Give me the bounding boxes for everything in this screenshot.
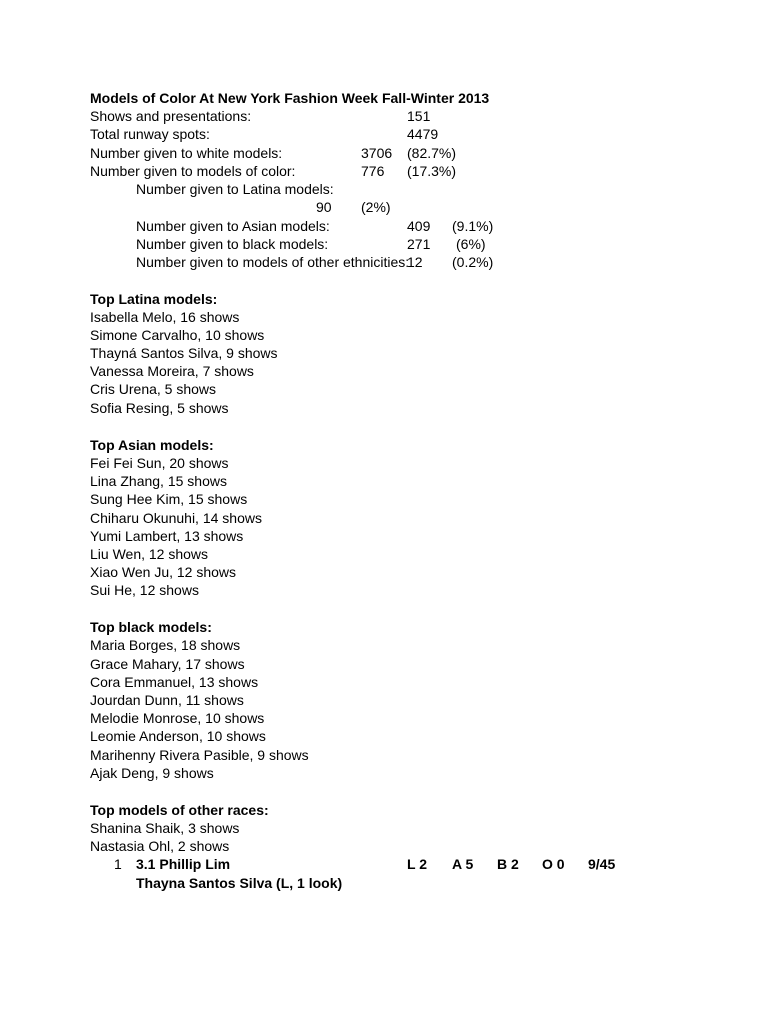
document-title: Models of Color At New York Fashion Week Fall-Winter 2013: [90, 90, 490, 106]
black-value: 271: [407, 236, 431, 252]
other-pct: (0.2%): [452, 254, 494, 270]
shows-label: Shows and presentations:: [90, 108, 252, 124]
list-item: Sui He, 12 shows: [90, 582, 199, 598]
latina-pct: (2%): [361, 199, 391, 215]
list-item: Simone Carvalho, 10 shows: [90, 327, 265, 343]
asian-heading: Top Asian models:: [90, 437, 214, 453]
list-item: Cora Emmanuel, 13 shows: [90, 674, 259, 690]
runway-label: Total runway spots:: [90, 126, 210, 142]
other-value: 12: [407, 254, 423, 270]
white-pct: (82.7%): [407, 145, 457, 161]
list-item: Yumi Lambert, 13 shows: [90, 528, 244, 544]
list-item: Jourdan Dunn, 11 shows: [90, 692, 244, 708]
list-item: Marihenny Rivera Pasible, 9 shows: [90, 747, 309, 763]
list-item: Sung Hee Kim, 15 shows: [90, 491, 248, 507]
list-item: Sofia Resing, 5 shows: [90, 400, 229, 416]
list-item: Vanessa Moreira, 7 shows: [90, 363, 254, 379]
shows-value: 151: [407, 108, 431, 124]
show-black-count: B 2: [497, 856, 519, 872]
asian-value: 409: [407, 218, 431, 234]
show-asian-count: A 5: [452, 856, 474, 872]
asian-label: Number given to Asian models:: [136, 218, 330, 234]
latina-label: Number given to Latina models:: [136, 181, 334, 197]
latina-value: 90: [316, 199, 332, 215]
show-latina-count: L 2: [407, 856, 427, 872]
show-name: 3.1 Phillip Lim: [136, 856, 231, 872]
list-item: Thayná Santos Silva, 9 shows: [90, 345, 278, 361]
list-item: Xiao Wen Ju, 12 shows: [90, 564, 237, 580]
list-item: Melodie Monrose, 10 shows: [90, 710, 265, 726]
list-item: Cris Urena, 5 shows: [90, 381, 217, 397]
color-label: Number given to models of color:: [90, 163, 296, 179]
list-item: Liu Wen, 12 shows: [90, 546, 209, 562]
black-heading: Top black models:: [90, 619, 212, 635]
white-value: 3706: [361, 145, 393, 161]
latina-heading: Top Latina models:: [90, 291, 218, 307]
show-detail: Thayna Santos Silva (L, 1 look): [136, 875, 343, 891]
other-heading: Top models of other races:: [90, 802, 269, 818]
list-item: Chiharu Okunuhi, 14 shows: [90, 510, 262, 526]
white-label: Number given to white models:: [90, 145, 283, 161]
list-item: Isabella Melo, 16 shows: [90, 309, 240, 325]
list-item: Lina Zhang, 15 shows: [90, 473, 227, 489]
color-pct: (17.3%): [407, 163, 457, 179]
list-item: Grace Mahary, 17 shows: [90, 656, 245, 672]
black-label: Number given to black models:: [136, 236, 329, 252]
black-pct: (6%): [456, 236, 486, 252]
show-other-count: O 0: [542, 856, 565, 872]
list-item: Nastasia Ohl, 2 shows: [90, 838, 230, 854]
list-item: Ajak Deng, 9 shows: [90, 765, 214, 781]
list-item: Fei Fei Sun, 20 shows: [90, 455, 229, 471]
list-item: Maria Borges, 18 shows: [90, 637, 241, 653]
asian-pct: (9.1%): [452, 218, 494, 234]
show-number: 1: [114, 856, 122, 872]
list-item: Shanina Shaik, 3 shows: [90, 820, 240, 836]
color-value: 776: [361, 163, 385, 179]
show-ratio: 9/45: [588, 856, 616, 872]
runway-value: 4479: [407, 126, 439, 142]
list-item: Leomie Anderson, 10 shows: [90, 728, 266, 744]
other-label: Number given to models of other ethnicities:: [136, 254, 410, 270]
